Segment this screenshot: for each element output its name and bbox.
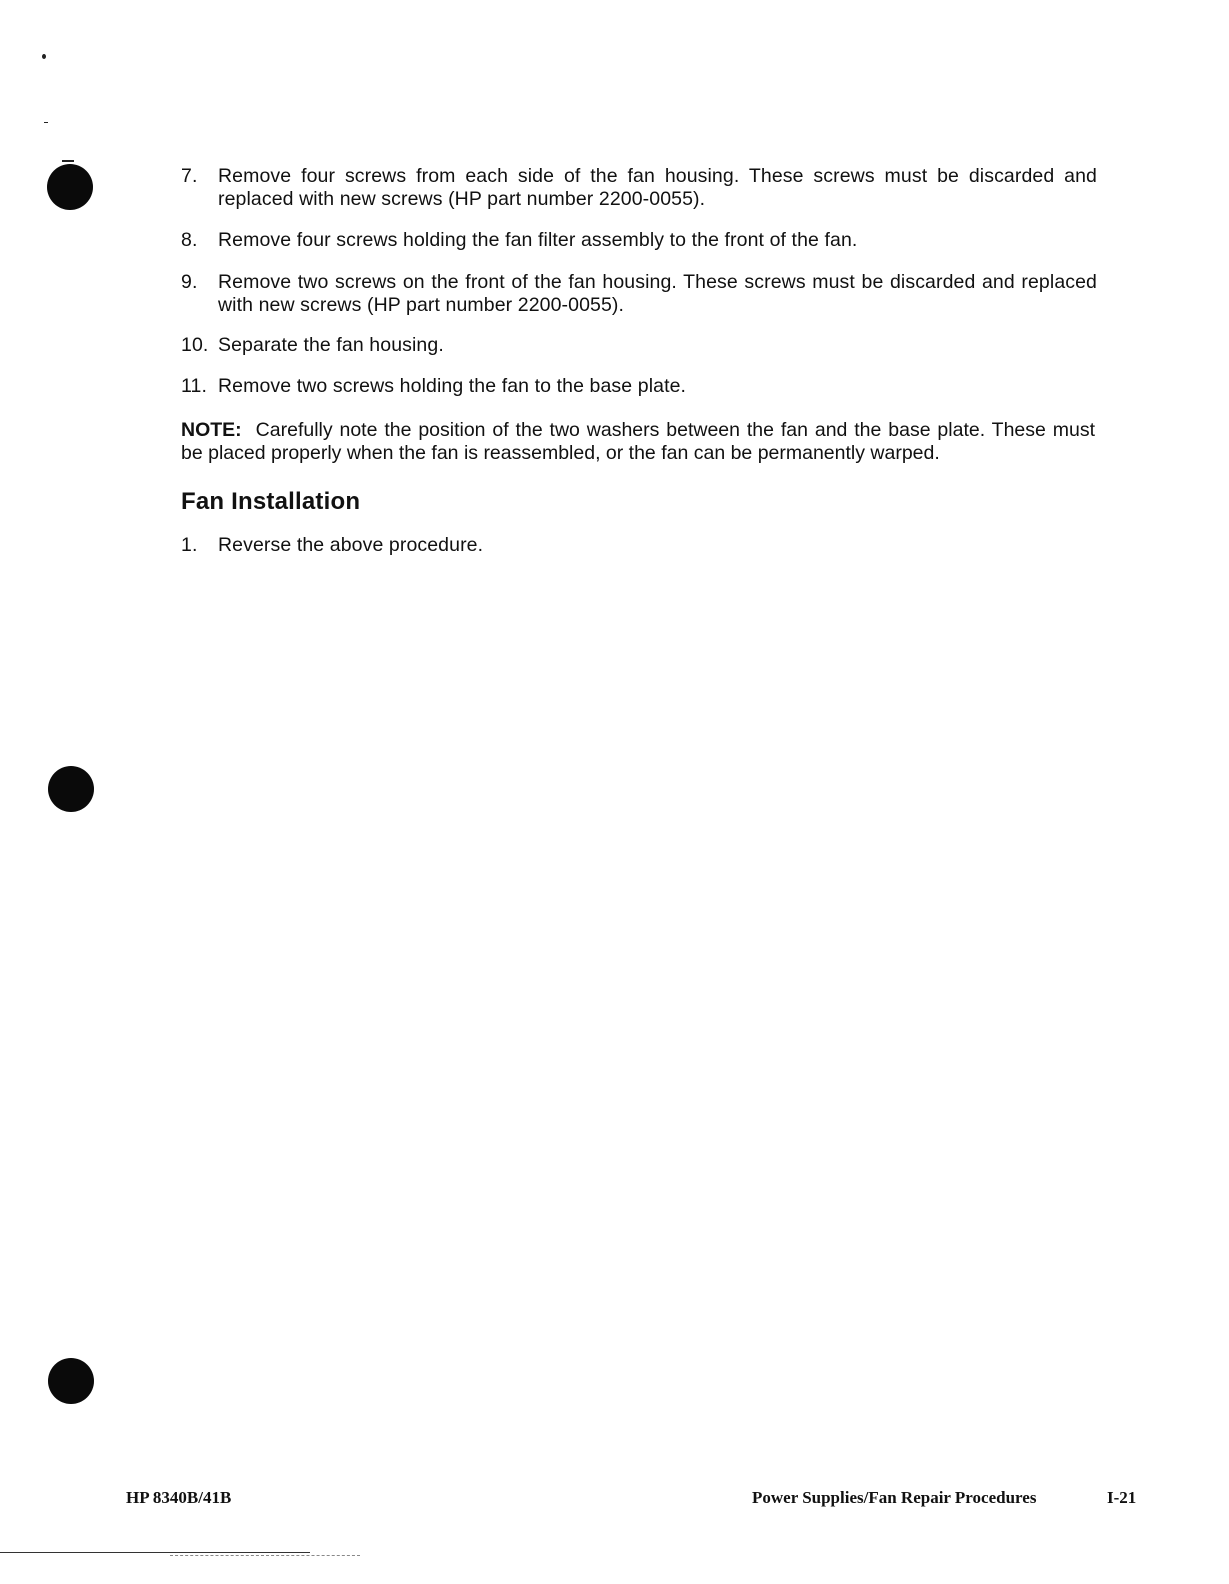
scan-speck — [42, 54, 46, 59]
step-number: 10. — [181, 334, 209, 356]
step-text: Remove four screws holding the fan filter assembly to the front of the fan. — [218, 229, 858, 251]
scan-edge-line — [0, 1552, 310, 1553]
scan-edge-line — [170, 1555, 360, 1557]
step-text: Remove two screws on the front of the fan housing. These screws must be discarded and replaced with new screws (HP part number 2200-0055). — [218, 271, 1097, 316]
list-item — [181, 229, 1097, 252]
page-number: I-21 — [1107, 1488, 1137, 1507]
step-text: Remove four screws from each side of the fan housing. These screws must be discarded and replaced with new screws (HP part number 2200-0055). — [218, 165, 1097, 210]
scan-speck — [44, 122, 48, 123]
note-paragraph — [181, 419, 1095, 465]
step-number: 11. — [181, 375, 207, 397]
list-item — [181, 271, 1097, 317]
binder-hole — [48, 1358, 94, 1404]
footer-section-title: Power Supplies/Fan Repair Procedures — [752, 1488, 1037, 1507]
step-text: Remove two screws holding the fan to the base plate. — [218, 375, 687, 397]
list-item — [181, 375, 1097, 398]
list-item — [181, 334, 1097, 357]
step-number: 9. — [181, 271, 198, 293]
step-text: Separate the fan housing. — [218, 334, 444, 356]
section-heading: Fan Installation — [181, 488, 361, 515]
footer-model: HP 8340B/41B — [126, 1488, 232, 1507]
step-number: 1. — [181, 534, 198, 556]
list-item — [181, 534, 1097, 557]
binder-hole — [47, 164, 93, 210]
step-text: Reverse the above procedure. — [218, 534, 484, 556]
binder-hole — [48, 766, 94, 812]
note-label: NOTE: — [181, 419, 242, 441]
step-number: 8. — [181, 229, 198, 251]
list-item — [181, 165, 1097, 211]
scan-mark — [62, 160, 74, 162]
note-text: Carefully note the position of the two washers between the fan and the base plate. These must be placed properly when the fan is reassembled, or the fan can be permanently warped. — [181, 419, 1095, 464]
step-number: 7. — [181, 165, 198, 187]
